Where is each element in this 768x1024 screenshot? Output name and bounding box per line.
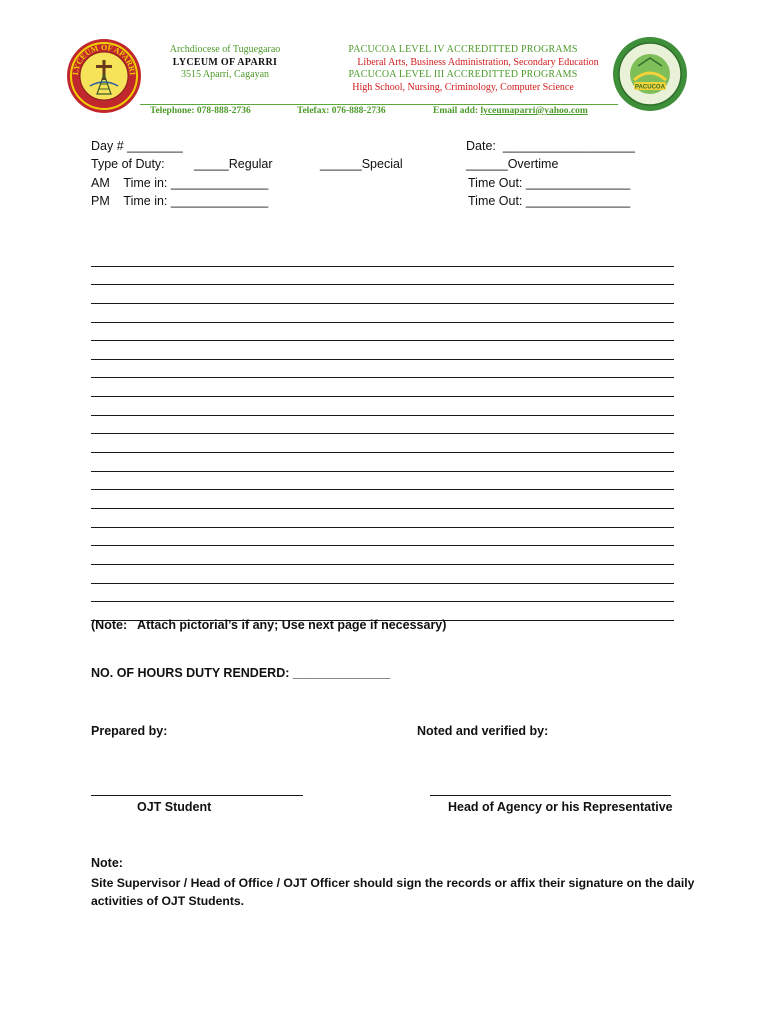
school-header [150,44,300,82]
writing-line[interactable] [91,528,674,547]
level4-programs: Liberal Arts, Business Administration, Secondary Education [357,56,599,68]
school-name: LYCEUM OF APARRI [172,56,278,68]
writing-line[interactable] [91,323,674,342]
writing-line[interactable] [91,416,674,435]
hours-rendered-field[interactable]: NO. OF HOURS DUTY RENDERD: ______________ [91,666,391,680]
regular-option[interactable]: _____Regular [194,157,273,171]
writing-line[interactable] [91,285,674,304]
writing-line[interactable] [91,397,674,416]
level4-title: PACUCOA LEVEL IV ACCREDITTED PROGRAMS [348,44,578,55]
ojt-student-label: OJT Student [137,800,212,814]
header-divider [140,104,618,105]
writing-line[interactable] [91,248,674,267]
activity-writing-lines[interactable] [91,248,674,621]
email-label: Email add: [433,106,481,116]
note-text-line1: Site Supervisor / Head of Office / OJT Officer should sign the records or affix their signature on the daily [91,876,695,890]
writing-line[interactable] [91,378,674,397]
telephone-text: Telephone: 078-888-2736 [150,106,251,116]
attach-pictorial-note: (Note: Attach pictorial’s if any; Use next page if necessary) [91,618,447,632]
pm-time-out-field[interactable]: Time Out: _______________ [468,194,631,208]
archdiocese-text: Archdiocese of Tuguegarao [169,44,281,55]
pacucoa-seal-logo [612,36,688,112]
day-number-field[interactable]: Day # ________ [91,139,183,153]
type-of-duty-label: Type of Duty: [91,157,165,171]
accreditation-header [318,44,608,94]
prepared-by-label: Prepared by: [91,724,168,738]
writing-line[interactable] [91,472,674,491]
telefax-text: Telefax: 076-888-2736 [297,106,386,116]
lyceum-seal-logo [66,38,142,114]
writing-line[interactable] [91,360,674,379]
pacucoa-logo-text: PACUCOA [635,84,665,91]
writing-line[interactable] [91,546,674,565]
email-line [433,106,588,116]
am-time-in-field[interactable]: AM Time in: ______________ [91,176,269,190]
email-link[interactable]: lyceumaparri@yahoo.com [480,106,588,116]
note-text-line2: activities of OJT Students. [91,894,245,908]
svg-text:LYCEUM OF APARRI: LYCEUM OF APARRI [70,42,138,76]
writing-line[interactable] [91,453,674,472]
pm-time-in-field[interactable]: PM Time in: ______________ [91,194,269,208]
level3-programs: High School, Nursing, Criminology, Computer Science [352,81,574,93]
writing-line[interactable] [91,434,674,453]
writing-line[interactable] [91,490,674,509]
note-label: Note: [91,856,123,870]
head-agency-signature-line[interactable] [430,795,671,796]
head-agency-label: Head of Agency or his Representative [448,800,673,814]
writing-line[interactable] [91,341,674,360]
special-option[interactable]: ______Special [320,157,403,171]
ojt-student-signature-line[interactable] [91,795,303,796]
overtime-option[interactable]: ______Overtime [466,157,559,171]
writing-line[interactable] [91,304,674,323]
writing-line[interactable] [91,267,674,286]
writing-line[interactable] [91,565,674,584]
level3-title: PACUCOA LEVEL III ACCREDITTED PROGRAMS [348,69,578,80]
am-time-out-field[interactable]: Time Out: _______________ [468,176,631,190]
noted-by-label: Noted and verified by: [417,724,549,738]
school-address: 3515 Aparri, Cagayan [180,69,270,80]
date-field[interactable]: Date: ___________________ [466,139,635,153]
writing-line[interactable] [91,509,674,528]
writing-line[interactable] [91,584,674,603]
